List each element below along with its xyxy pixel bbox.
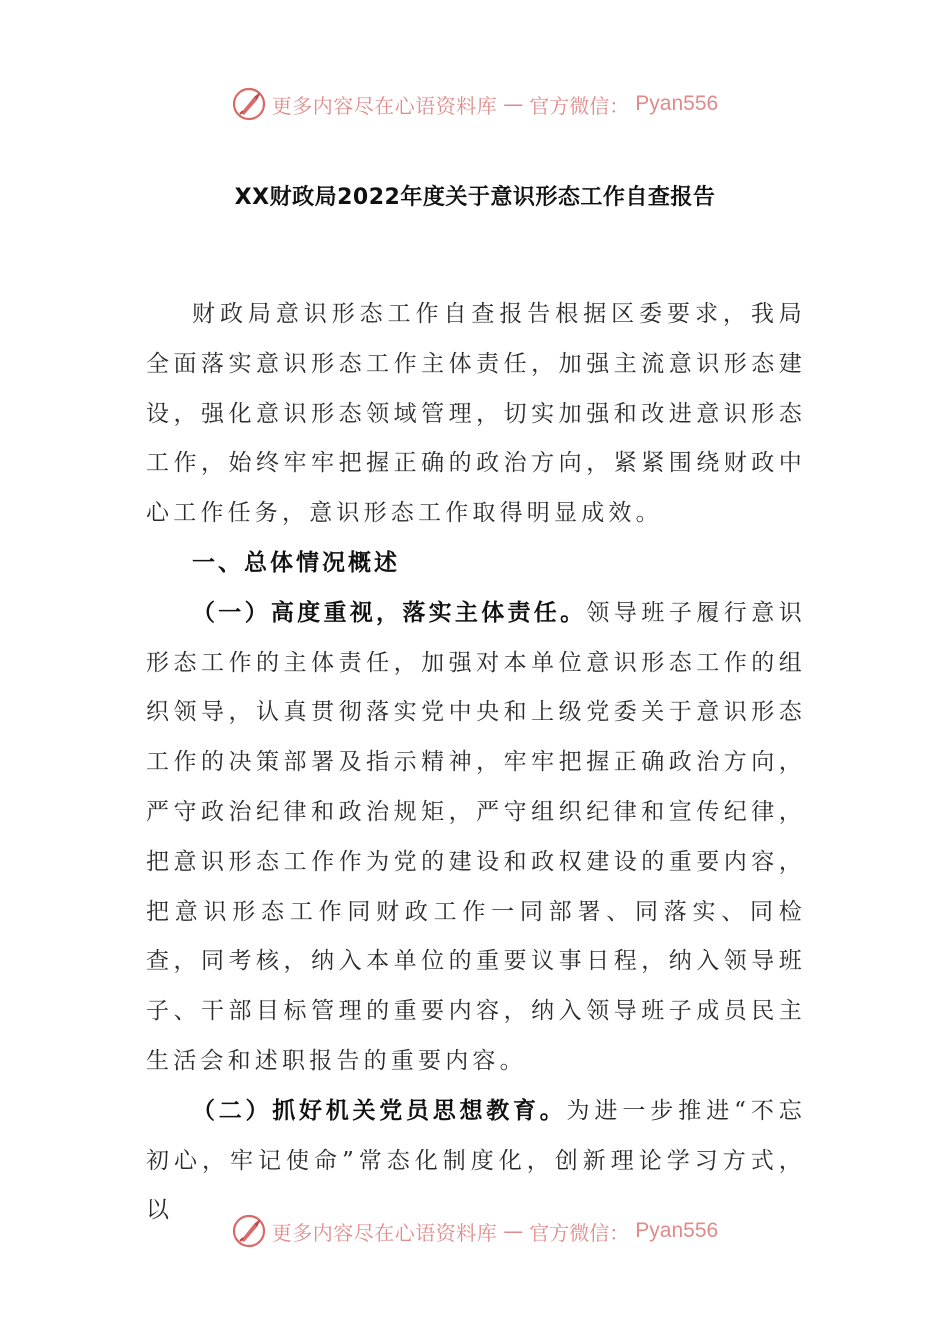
paragraph-1-lead: （一）高度重视，落实主体责任。	[192, 599, 587, 626]
watermark-separator: —	[503, 92, 524, 116]
watermark-label: 官方微信：	[529, 93, 630, 118]
intro-paragraph: 财政局意识形态工作自查报告根据区委要求，我局全面落实意识形态工作主体责任，加强主流意识形态建设，强化意识形态领域管理，切实加强和改进意识形态工作，始终牢牢把握正确的政治方向，紧紧围绕财政中心工作任务，意识形态工作取得明显成效。	[146, 301, 806, 527]
watermark-account: Pyan556	[635, 92, 719, 115]
paragraph-1	[146, 589, 806, 1087]
header-watermark-banner	[0, 84, 950, 124]
document-body	[146, 290, 806, 1236]
quill-pen-logo-icon	[232, 87, 266, 121]
watermark-separator: —	[503, 1219, 524, 1243]
watermark-label: 官方微信：	[529, 1220, 630, 1245]
watermark-text: 更多内容尽在心语资料库	[271, 93, 498, 118]
paragraph-2-lead: （二）抓好机关党员思想教育。	[192, 1097, 567, 1124]
paragraph-1-body: 领导班子履行意识形态工作的主体责任，加强对本单位意识形态工作的组织领导，认真贯彻落实党中央和上级党委关于意识形态工作的决策部署及指示精神，牢牢把握正确政治方向，严守政治纪律和政治规矩，严守组织纪律和宣传纪律，把意识形态工作作为党的建设和政权建设的重要内容，把意识形态工作同财政工作一同部署、同落实、同检查，同考核，纳入本单位的重要议事日程，纳入领导班子、干部目标管理的重要内容，纳入领导班子成员民主生活会和述职报告的重要内容。	[146, 599, 806, 1074]
quill-pen-logo-icon	[232, 1214, 266, 1248]
watermark-text: 更多内容尽在心语资料库	[271, 1220, 498, 1245]
document-title: XX财政局2022年度关于意识形态工作自查报告	[234, 185, 716, 210]
watermark-account: Pyan556	[635, 1219, 719, 1242]
footer-watermark-banner	[0, 1211, 950, 1251]
paragraph-2-body: 为进一步推进“不忘初心，牢记使命”常态化制度化，创新理论学习方式，以	[146, 1097, 807, 1224]
section-heading: 一、总体情况概述	[192, 549, 400, 576]
